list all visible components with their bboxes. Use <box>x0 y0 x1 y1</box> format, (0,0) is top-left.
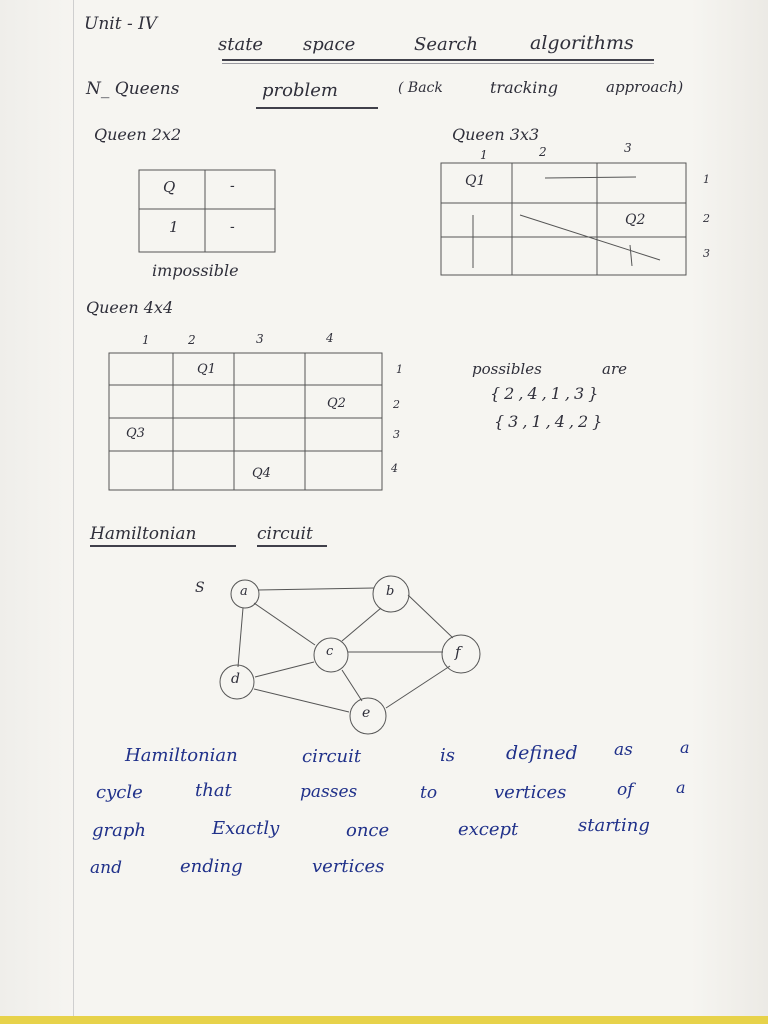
circuit-underline <box>257 545 327 547</box>
title-word-search: Search <box>414 34 478 55</box>
def-l3-w1: graph <box>92 820 146 841</box>
nqueens-word-2: problem <box>262 80 338 101</box>
queen3-col-3: 3 <box>624 141 632 155</box>
queen4-q4: Q4 <box>252 466 271 481</box>
def-l1-w5: as <box>614 740 633 760</box>
edge-a-d <box>238 608 243 667</box>
edge-b-f <box>408 595 453 638</box>
queen3-q2: Q2 <box>625 212 646 228</box>
queen4-grid <box>109 353 382 490</box>
unit-label: Unit - IV <box>84 14 158 34</box>
def-l2-w5: vertices <box>494 782 567 803</box>
hamiltonian-heading-2: circuit <box>257 524 313 544</box>
graph-start-label: S <box>195 580 205 596</box>
def-l1-w3: is <box>440 745 455 766</box>
nqueens-word-3: ( Back <box>398 80 443 96</box>
queen2-cell-r2c2: - <box>230 219 235 235</box>
queen4-q2: Q2 <box>327 396 346 411</box>
graph-edges <box>238 588 453 712</box>
queen3-row-1: 1 <box>703 173 710 186</box>
def-l2-w3: passes <box>300 782 358 802</box>
possibles-label: possibles <box>472 360 542 378</box>
def-l2-w6: of <box>617 780 634 800</box>
queen4-col-1: 1 <box>142 333 150 347</box>
def-l3-w2: Exactly <box>212 818 280 839</box>
hamiltonian-heading-1: Hamiltonian <box>90 524 197 544</box>
edge-a-b <box>258 588 374 590</box>
def-l1-w4: defined <box>506 742 578 764</box>
edge-b-c <box>342 608 381 641</box>
queen4-label: Queen 4x4 <box>86 298 174 317</box>
title-word-state: state <box>218 34 264 55</box>
queen4-col-3: 3 <box>256 332 264 346</box>
edge-c-d <box>255 662 314 677</box>
queen2-cell-r2c1: 1 <box>169 218 179 236</box>
node-a-label: a <box>240 584 248 599</box>
queen3-label: Queen 3x3 <box>452 125 540 144</box>
queen3-row-3: 3 <box>703 247 710 260</box>
def-l2-w2: that <box>195 780 232 801</box>
possibles-are: are <box>602 360 627 378</box>
possible-set-1: {2,4,1,3} <box>490 384 603 403</box>
def-l4-w2: ending <box>180 856 243 877</box>
queen4-q1: Q1 <box>197 362 216 377</box>
queen3-col-1: 1 <box>480 148 488 162</box>
edge-a-c <box>254 603 315 645</box>
node-e-label: e <box>362 705 371 721</box>
edge-e-f <box>386 666 450 708</box>
def-l4-w1: and <box>90 858 122 878</box>
node-b-label: b <box>386 584 395 599</box>
def-l3-w4: except <box>458 819 519 840</box>
possible-set-2: {3,1,4,2} <box>494 412 607 431</box>
nqueens-word-1: N_ Queens <box>86 79 180 99</box>
node-f-circle <box>442 635 480 673</box>
queen2-label: Queen 2x2 <box>94 125 182 144</box>
def-l3-w3: once <box>346 820 390 841</box>
def-l2-w7: a <box>676 778 686 797</box>
queen4-col-2: 2 <box>188 333 196 347</box>
page-edge-strip <box>0 1016 768 1024</box>
queen4-q3: Q3 <box>126 426 145 441</box>
hamiltonian-underline <box>90 545 236 547</box>
queen3-row-2: 2 <box>703 212 710 225</box>
nqueens-word-4: tracking <box>490 78 558 97</box>
def-l1-w6: a <box>680 738 690 757</box>
title-word-space: space <box>303 34 356 55</box>
title-word-algorithms: algorithms <box>530 32 634 54</box>
node-f-label: f <box>455 643 461 661</box>
queen2-grid <box>139 170 275 252</box>
queen3-q1: Q1 <box>465 173 486 189</box>
queen4-row-2: 2 <box>393 398 400 411</box>
nqueens-word-5: approach) <box>606 78 684 96</box>
edge-c-e <box>342 670 362 701</box>
def-l2-w1: cycle <box>96 782 143 803</box>
edge-d-e <box>254 689 349 712</box>
node-d-label: d <box>231 671 240 687</box>
def-l1-w1: Hamiltonian <box>125 745 238 766</box>
graph-nodes <box>220 576 480 734</box>
queen2-note: impossible <box>152 261 239 280</box>
def-l1-w2: circuit <box>302 746 362 767</box>
queen4-col-4: 4 <box>326 331 334 345</box>
def-l3-w5: starting <box>578 815 650 836</box>
queen2-cell-r1c2: - <box>230 178 235 194</box>
queen3-col-2: 2 <box>539 145 547 159</box>
queen2-cell-r1c1: Q <box>163 178 176 196</box>
def-l2-w4: to <box>420 783 438 803</box>
node-c-label: c <box>326 644 334 659</box>
queen4-row-4: 4 <box>391 462 398 475</box>
queen4-row-3: 3 <box>393 428 400 441</box>
def-l4-w3: vertices <box>312 856 385 877</box>
queen4-row-1: 1 <box>396 363 403 376</box>
